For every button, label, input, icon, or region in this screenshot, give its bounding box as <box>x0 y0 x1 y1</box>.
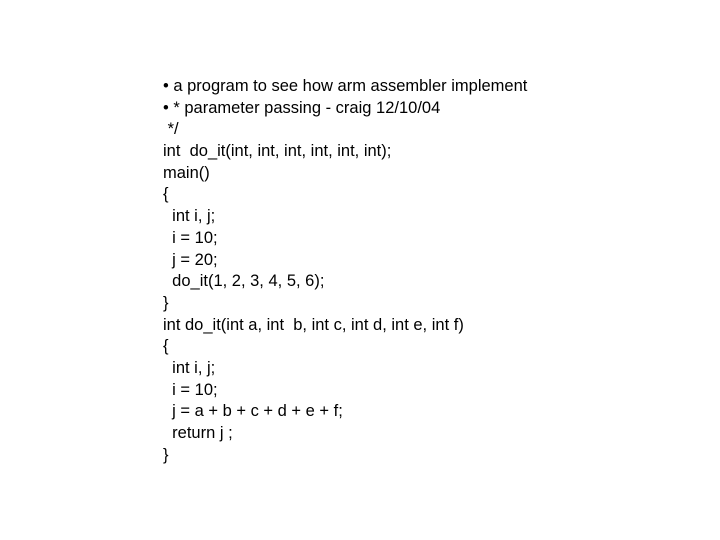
function-prototype: int do_it(int, int, int, int, int, int); <box>163 142 392 161</box>
code-listing <box>163 76 683 466</box>
main-close-brace: } <box>163 293 169 312</box>
comment-line-program: • a program to see how arm assembler implement <box>163 77 528 95</box>
main-declaration: int i, j; <box>163 207 216 226</box>
do-it-sum: j = a + b + c + d + e + f; <box>163 402 343 421</box>
do-it-return: return j ; <box>163 424 233 442</box>
comment-line-parameter-passing: • * parameter passing - craig 12/10/04 <box>163 98 441 117</box>
do-it-open-brace: { <box>163 337 169 356</box>
do-it-declaration: int i, j; <box>163 358 216 377</box>
comment-close: */ <box>163 120 179 139</box>
main-call-do-it: do_it(1, 2, 3, 4, 5, 6); <box>163 272 325 291</box>
main-open-brace: { <box>163 185 169 204</box>
do-it-signature: int do_it(int a, int b, int c, int d, int e, int f) <box>163 315 464 334</box>
main-assign-j: j = 20; <box>163 250 218 269</box>
main-signature: main() <box>163 163 210 182</box>
main-assign-i: i = 10; <box>163 228 218 247</box>
do-it-close-brace: } <box>163 445 169 464</box>
do-it-assign-i: i = 10; <box>163 380 218 399</box>
